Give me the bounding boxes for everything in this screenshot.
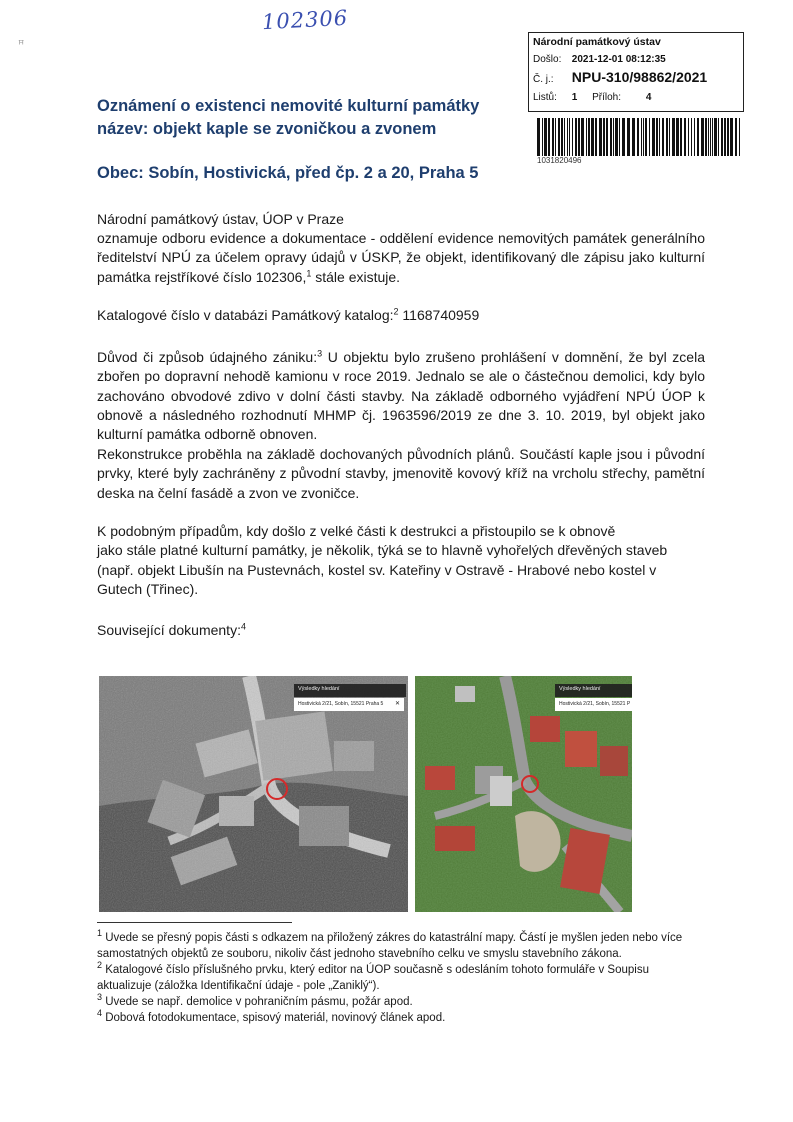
registry-stamp — [528, 32, 744, 112]
footnote-4-number: 4 — [97, 1008, 103, 1019]
footnote-ref-4: 4 — [240, 621, 246, 632]
title-line-2: název: objekt kaple se zvoničkou a zvonem — [97, 120, 437, 138]
photo-right-search-text: Hostivická 2/21, Sobín, 15521 P — [559, 701, 631, 707]
stamp-sheets-label: Listů: — [533, 92, 557, 103]
similar-line-4: Gutech (Třinec). — [97, 580, 199, 597]
similar-line-2: jako stále platné kulturní památky, je několik, týká se to hlavně vyhořelých dřevěných staveb — [97, 542, 668, 559]
footnote-ref-1: 1 — [306, 267, 312, 278]
stamp-received — [533, 54, 666, 65]
stamp-sheets — [533, 92, 651, 103]
photo-left-close-icon: ✕ — [395, 701, 401, 707]
barcode — [537, 118, 742, 156]
catalog-number: 1168740959 — [398, 307, 480, 323]
similar-cases-paragraph — [97, 522, 705, 599]
stamp-institution: Národní památkový ústav — [533, 36, 661, 48]
photo-left-panel-title: Výsledky hledání — [298, 686, 340, 692]
footnotes — [97, 930, 705, 1026]
footnote-1-number: 1 — [97, 928, 103, 939]
reconstruction-paragraph: Rekonstrukce proběhla na základě dochovaných původních plánů. Součástí kaple jsou i původní prvky, které byly zachráněny z původní stavby, jmenovitě kovový kříž na vrcholu střechy, pamětní deska na čelní fasádě a zvon ve zvoničce. — [97, 446, 705, 501]
footnote-3-text: Uvede se např. demolice v pohraničním pásmu, požár apod. — [102, 996, 413, 1008]
footnote-1-text: Uvede se přesný popis části s odkazem na přiložený zákres do katastrální mapy. Částí je myšlen jeden nebo více samostatných objektů ze souboru, nikoliv část jednoho stavebního celku ve smyslu stavebního zákona. — [97, 932, 683, 960]
stamp-received-label: Došlo: — [533, 54, 562, 65]
announcement-text: oznamuje odboru evidence a dokumentace - oddělení evidence nemovitých památek generálního ředitelství NPÚ za účelem opravy údajů v ÚSKP, že objekt, identifikovaný dle zápisu jako kulturní památka rejstříkové číslo 102306, — [97, 230, 705, 285]
margin-mark: ꟸ — [18, 39, 25, 51]
stamp-ref — [533, 69, 707, 85]
stamp-received-value: 2021-12-01 08:12:35 — [571, 54, 666, 65]
related-documents-label: Související dokumenty: — [97, 622, 241, 638]
announcement-paragraph — [97, 229, 705, 287]
catalog-paragraph — [97, 306, 705, 325]
municipality-heading: Obec: Sobín, Hostivická, před čp. 2 a 20, Praha 5 — [97, 164, 479, 182]
footnote-3-number: 3 — [97, 992, 103, 1003]
footnote-ref-3: 3 — [317, 348, 323, 359]
footnote-ref-2: 2 — [393, 306, 399, 317]
stamp-ref-value: NPU-310/98862/2021 — [571, 69, 708, 85]
footnote-1 — [97, 930, 705, 962]
announcement-end: stále existuje. — [311, 268, 401, 285]
footnote-3 — [97, 994, 705, 1010]
footnote-2 — [97, 962, 705, 994]
photo-left-search-text: Hostivická 2/21, Sobín, 15521 Praha 5 — [298, 701, 384, 707]
stamp-attachments-value: 4 — [645, 92, 652, 103]
page-title — [97, 95, 479, 141]
aerial-photo-current — [415, 676, 632, 912]
footnote-4 — [97, 1010, 705, 1026]
title-line-1: Oznámení o existenci nemovité kulturní památky — [97, 97, 480, 115]
footnote-divider — [97, 922, 292, 923]
barcode-number: 1031820496 — [537, 156, 582, 165]
stamp-sheets-value: 1 — [571, 92, 578, 103]
aerial-photo-historical — [99, 676, 408, 912]
footnote-4-text: Dobová fotodokumentace, spisový materiál, novinový článek apod. — [102, 1012, 446, 1024]
reason-paragraph — [97, 348, 705, 444]
handwritten-number: 102306 — [261, 5, 349, 35]
sender: Národní památkový ústav, ÚOP v Praze — [97, 211, 344, 227]
reason-label: Důvod či způsob údajného zániku: — [97, 349, 318, 365]
footnote-2-number: 2 — [97, 960, 103, 971]
stamp-attachments-label: Příloh: — [592, 92, 622, 103]
photo-right-panel-title: Výsledky hledání — [559, 686, 601, 692]
stamp-ref-label: Č. j.: — [533, 74, 554, 85]
reason-text: U objektu bylo zrušeno prohlášení v domnění, že byl zcela zbořen po dopravní nehodě kamionu v roce 2019. Jednalo se ale o částečnou demolici, kdy bylo zachováno obvodové zdivo v dolní části stavby. Na základě odborného vyjádření NPÚ ÚOP k obnově a následného rozhodnutí MHMP čj. 1963596/2019 ze dne 3. 10. 2019, byl objekt jako kulturní památka odborně obnoven. — [97, 349, 705, 443]
footnote-2-text: Katalogové číslo příslušného prvku, který editor na ÚOP současně s odesláním tohoto formuláře v Soupisu aktualizuje (záložka Identifikační údaje - pole „Zaniklý“). — [97, 964, 649, 992]
similar-line-1: K podobným případům, kdy došlo z velké části k destrukci a přistoupilo se k obnově — [97, 523, 616, 539]
similar-line-3: (např. objekt Libušín na Pustevnách, kostel sv. Kateřiny v Ostravě - Hrabové nebo kostel v — [97, 561, 657, 578]
catalog-label: Katalogové číslo v databázi Památkový katalog: — [97, 307, 394, 323]
related-documents — [97, 621, 705, 640]
